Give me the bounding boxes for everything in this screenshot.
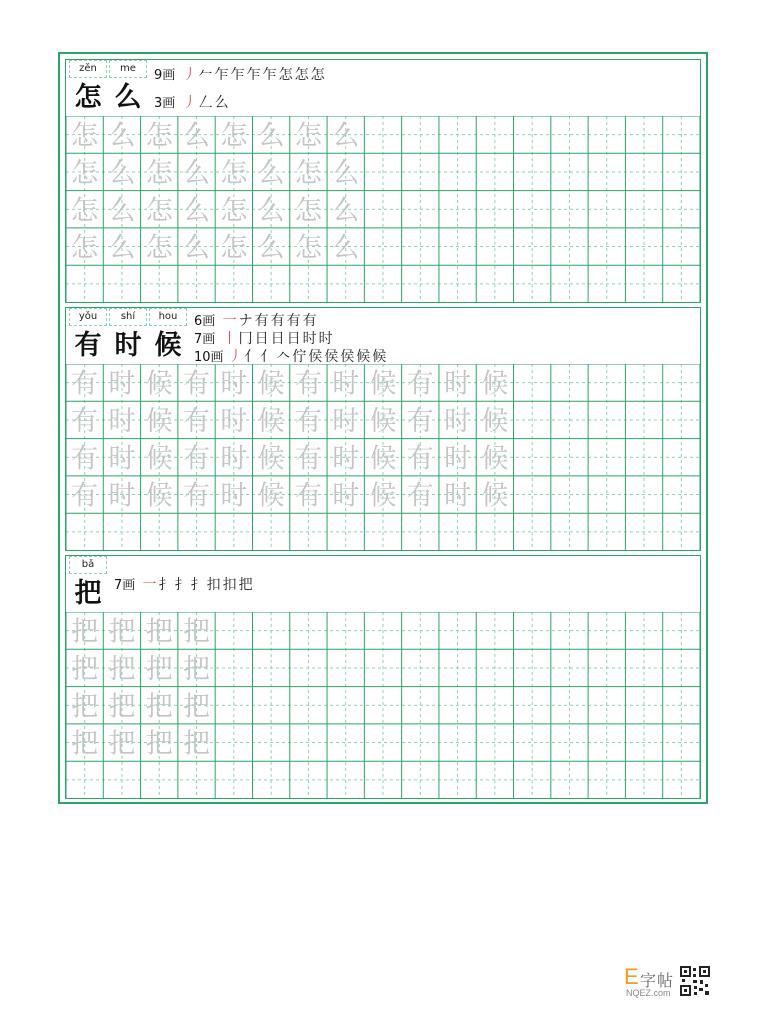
stroke-step: 怎	[310, 67, 326, 83]
stroke-step: 有	[254, 313, 270, 329]
stroke-step: 时	[318, 331, 334, 347]
trace-char: 把	[71, 616, 99, 648]
stroke-count: 9画	[154, 68, 176, 83]
trace-char: 有	[294, 443, 322, 475]
trace-char: 时	[332, 480, 360, 512]
stroke-step: 丿	[182, 95, 198, 111]
stroke-step: 乍	[214, 67, 230, 83]
trace-char: 时	[332, 443, 360, 475]
trace-char: 怎	[145, 195, 173, 227]
stroke-step: 候	[372, 349, 388, 365]
stroke-step: 𠆢	[276, 349, 292, 365]
stroke-step: 时	[302, 331, 318, 347]
trace-char: 有	[183, 368, 211, 400]
trace-char: 把	[183, 616, 211, 648]
trace-char: 候	[481, 480, 509, 512]
stroke-step: 侯	[308, 349, 324, 365]
trace-char: 有	[406, 443, 434, 475]
trace-char: 有	[294, 405, 322, 437]
pinyin-zen: zěn	[69, 60, 107, 78]
trace-char: 把	[71, 653, 99, 685]
trace-char: 把	[71, 728, 99, 760]
trace-char: 么	[332, 232, 360, 264]
trace-char: 候	[369, 405, 397, 437]
stroke-step: 日	[254, 331, 270, 347]
trace-char: 把	[145, 691, 173, 723]
trace-char: 么	[108, 232, 136, 264]
trace-char: 候	[369, 480, 397, 512]
logo-text: 字帖	[640, 971, 675, 990]
stroke-step: 乍	[230, 67, 246, 83]
trace-char: 么	[257, 120, 285, 152]
stroke-step: 把	[238, 577, 254, 593]
char-you: 有	[74, 330, 102, 361]
trace-char: 么	[183, 157, 211, 189]
stroke-step: 有	[286, 313, 302, 329]
trace-char: 怎	[71, 120, 99, 152]
stroke-step: 么	[214, 95, 230, 111]
trace-char: 时	[332, 405, 360, 437]
trace-char: 怎	[294, 195, 322, 227]
trace-char: 把	[108, 728, 136, 760]
stroke-step: 有	[302, 313, 318, 329]
trace-char: 时	[220, 480, 248, 512]
trace-char: 候	[257, 443, 285, 475]
stroke-sequence	[222, 314, 318, 329]
stroke-step: 日	[270, 331, 286, 347]
stroke-step: 丨	[222, 331, 238, 347]
practice-grid	[66, 364, 700, 550]
trace-char: 怎	[220, 232, 248, 264]
section-ba	[65, 555, 701, 799]
trace-char: 时	[108, 405, 136, 437]
char-ba: 把	[74, 578, 102, 609]
trace-char: 么	[257, 195, 285, 227]
logo-url: NQEZ.com	[626, 988, 671, 998]
trace-char: 把	[183, 691, 211, 723]
trace-char: 怎	[294, 232, 322, 264]
char-zen: 怎	[74, 82, 102, 113]
stroke-count: 7画	[194, 332, 216, 347]
trace-char: 么	[183, 232, 211, 264]
trace-char: 么	[332, 157, 360, 189]
trace-char: 把	[183, 653, 211, 685]
trace-char: 怎	[220, 157, 248, 189]
trace-char: 时	[220, 405, 248, 437]
stroke-step: 扌	[190, 577, 206, 593]
stroke-step: 扌	[174, 577, 190, 593]
trace-char: 时	[108, 443, 136, 475]
trace-char: 怎	[220, 195, 248, 227]
stroke-sequence	[182, 68, 326, 83]
practice-grid	[66, 116, 700, 302]
stroke-step: 乍	[262, 67, 278, 83]
trace-char: 把	[108, 691, 136, 723]
trace-char: 么	[108, 195, 136, 227]
stroke-step: 扣	[206, 577, 222, 593]
trace-char: 怎	[71, 195, 99, 227]
char-me: 么	[114, 82, 142, 113]
char-shi: 时	[114, 330, 142, 361]
stroke-order-me	[154, 92, 230, 112]
trace-char: 怎	[145, 120, 173, 152]
stroke-order-hou	[194, 346, 388, 366]
trace-char: 有	[183, 405, 211, 437]
trace-char: 有	[406, 405, 434, 437]
stroke-step: 侯	[324, 349, 340, 365]
stroke-step: 𠃋	[198, 95, 214, 111]
stroke-step: 侯	[340, 349, 356, 365]
pinyin-ba: bǎ	[69, 556, 107, 574]
trace-char: 候	[481, 368, 509, 400]
trace-char: 怎	[145, 157, 173, 189]
trace-char: 怎	[294, 157, 322, 189]
trace-char: 怎	[71, 157, 99, 189]
trace-char: 候	[369, 368, 397, 400]
trace-char: 候	[145, 443, 173, 475]
stroke-sequence	[142, 578, 254, 593]
worksheet	[58, 52, 708, 804]
stroke-order-zen	[154, 64, 326, 84]
stroke-step: 丿	[182, 67, 198, 83]
stroke-step: 丿	[228, 349, 244, 365]
trace-char: 把	[183, 728, 211, 760]
stroke-count: 7画	[114, 578, 136, 593]
pinyin-you: yǒu	[69, 308, 107, 326]
stroke-sequence	[222, 332, 334, 347]
stroke-step: 有	[270, 313, 286, 329]
stroke-step: 佇	[292, 349, 308, 365]
stroke-count: 6画	[194, 314, 216, 329]
trace-char: 有	[406, 368, 434, 400]
char-hou: 候	[154, 330, 182, 361]
trace-char: 么	[257, 232, 285, 264]
trace-char: 时	[108, 368, 136, 400]
trace-char: 候	[369, 443, 397, 475]
qr-code-icon	[680, 966, 710, 996]
trace-char: 把	[108, 653, 136, 685]
trace-char: 怎	[294, 120, 322, 152]
trace-char: 候	[481, 405, 509, 437]
practice-grid	[66, 612, 700, 798]
stroke-step: 怎	[294, 67, 310, 83]
trace-char: 候	[145, 405, 173, 437]
stroke-count: 10画	[194, 350, 224, 365]
trace-char: 候	[145, 480, 173, 512]
trace-char: 候	[481, 443, 509, 475]
stroke-step: 怎	[278, 67, 294, 83]
trace-char: 把	[71, 691, 99, 723]
trace-char: 时	[444, 368, 472, 400]
trace-char: 么	[183, 120, 211, 152]
stroke-step: 一	[222, 313, 238, 329]
trace-char: 怎	[145, 232, 173, 264]
section-zenme	[65, 59, 701, 303]
stroke-step: 𠂉	[198, 67, 214, 83]
stroke-step: 亻	[244, 349, 260, 365]
trace-char: 有	[294, 480, 322, 512]
trace-char: 么	[108, 157, 136, 189]
stroke-sequence	[182, 96, 230, 111]
trace-char: 有	[406, 480, 434, 512]
stroke-step: 扣	[222, 577, 238, 593]
stroke-step: 乍	[246, 67, 262, 83]
trace-char: 时	[444, 405, 472, 437]
trace-char: 把	[145, 616, 173, 648]
section-youshihou	[65, 307, 701, 551]
trace-char: 时	[108, 480, 136, 512]
pinyin-me: me	[109, 60, 147, 78]
trace-char: 有	[183, 443, 211, 475]
trace-char: 候	[257, 480, 285, 512]
trace-char: 候	[257, 405, 285, 437]
pinyin-hou: hou	[149, 308, 187, 326]
trace-char: 有	[294, 368, 322, 400]
trace-char: 有	[71, 443, 99, 475]
stroke-step: 冂	[238, 331, 254, 347]
stroke-sequence	[228, 350, 388, 365]
trace-char: 时	[220, 368, 248, 400]
trace-char: 有	[71, 368, 99, 400]
trace-char: 么	[332, 120, 360, 152]
stroke-order-ba	[114, 574, 254, 594]
stroke-order-you	[194, 310, 318, 330]
trace-char: 有	[71, 405, 99, 437]
trace-char: 时	[220, 443, 248, 475]
trace-char: 候	[145, 368, 173, 400]
stroke-order-shi	[194, 328, 334, 348]
stroke-step: 日	[286, 331, 302, 347]
trace-char: 怎	[71, 232, 99, 264]
trace-char: 有	[71, 480, 99, 512]
stroke-step: ナ	[238, 313, 254, 329]
stroke-step: 亻	[260, 349, 276, 365]
trace-char: 么	[108, 120, 136, 152]
trace-char: 么	[183, 195, 211, 227]
site-logo	[624, 966, 714, 1000]
pinyin-shi: shí	[109, 308, 147, 326]
trace-char: 时	[444, 480, 472, 512]
stroke-step: 一	[142, 577, 158, 593]
logo-letter: E	[624, 964, 639, 989]
trace-char: 么	[332, 195, 360, 227]
trace-char: 把	[145, 653, 173, 685]
trace-char: 怎	[220, 120, 248, 152]
trace-char: 么	[257, 157, 285, 189]
stroke-step: 扌	[158, 577, 174, 593]
trace-char: 候	[257, 368, 285, 400]
trace-char: 把	[145, 728, 173, 760]
trace-char: 时	[332, 368, 360, 400]
trace-char: 把	[108, 616, 136, 648]
trace-char: 有	[183, 480, 211, 512]
trace-char: 时	[444, 443, 472, 475]
stroke-count: 3画	[154, 96, 176, 111]
stroke-step: 候	[356, 349, 372, 365]
